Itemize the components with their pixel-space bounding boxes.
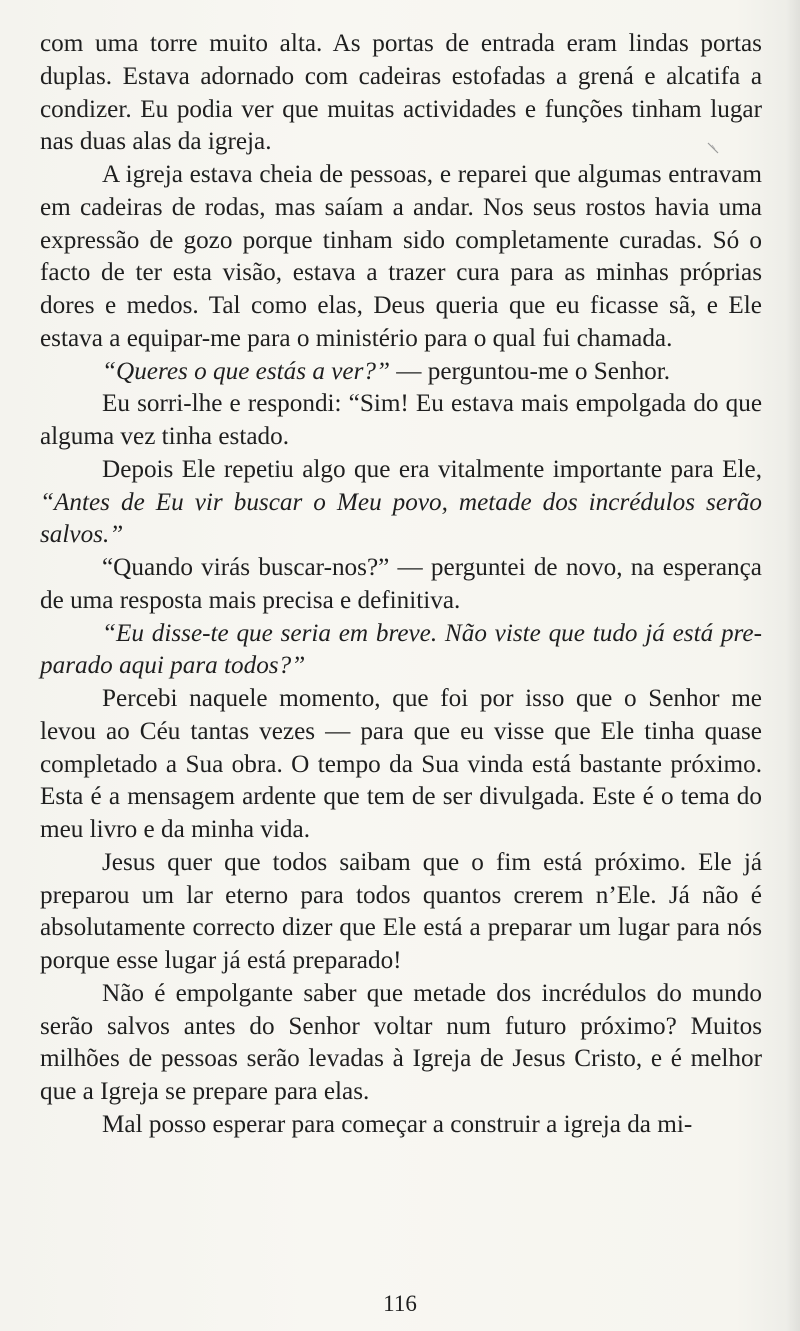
paragraph-10-text: Não é empolgante saber que metade dos incrédulos do mundo serão salvos antes do Senhor voltar num futuro próximo? Muitos milhões de pessoas serão levadas à Igreja de Jesus Cristo, e é melhor que a Igreja se prepare para elas. bbox=[40, 979, 762, 1105]
paragraph-1 bbox=[40, 28, 762, 159]
paragraph-5-text: Depois Ele repetiu algo que era vitalmente importante para Ele, bbox=[102, 455, 762, 483]
paragraph-2-text: A igreja estava cheia de pessoas, e reparei que algumas entravam em cadeiras de rodas, mas saíam a andar. Nos seus rostos havia uma expressão de gozo porque tinham sido completamente curadas. Só o facto de ter esta visão, estava a trazer cura para as minhas próprias dores e medos. Tal como elas, Deus queria que eu ficasse sã, e Ele estava a equipar-me para o ministério para o qual fui chamada. bbox=[40, 161, 762, 352]
paragraph-2 bbox=[40, 159, 762, 356]
paragraph-5 bbox=[40, 454, 762, 552]
paragraph-11-text: Mal posso esperar para começar a construir a igreja da mi- bbox=[102, 1110, 693, 1138]
paragraph-1-text: com uma torre muito alta. As portas de entrada eram lindas portas duplas. Estava adornado com cadeiras estofadas a grená e alcatifa a condizer. Eu podia ver que muitas actividades e funções tinham lugar nas duas alas da igreja. bbox=[40, 30, 762, 156]
paragraph-4-text: Eu sorri-lhe e respondi: “Sim! Eu estava mais empolgada do que alguma vez tinha estado. bbox=[40, 390, 762, 450]
paragraph-11 bbox=[40, 1109, 762, 1142]
paragraph-4 bbox=[40, 388, 762, 454]
paragraph-9-text: Jesus quer que todos saibam que o fim está próximo. Ele já preparou um lar eterno para todos quantos crerem n’Ele. Já não é absolutamente correcto dizer que Ele está a preparar um lugar para nós porque esse lugar já está preparado! bbox=[40, 848, 762, 974]
page-edge-shadow bbox=[786, 0, 800, 1331]
paragraph-9 bbox=[40, 847, 762, 978]
paragraph-5-quote: “Antes de Eu vir buscar o Meu povo, metade dos incrédulos serão salvos.” bbox=[40, 488, 762, 549]
paragraph-7 bbox=[40, 618, 762, 684]
paragraph-3-text: — perguntou-me o Senhor. bbox=[390, 357, 671, 385]
paragraph-8 bbox=[40, 683, 762, 847]
page-number: 116 bbox=[383, 1291, 417, 1316]
paragraph-10 bbox=[40, 978, 762, 1109]
body-text bbox=[40, 28, 762, 1142]
paragraph-3-quote: “Queres o que estás a ver?” bbox=[102, 357, 390, 385]
paragraph-8-text: Percebi naquele momento, que foi por isso que o Senhor me levou ao Céu tantas vezes — para que eu visse que Ele tinha quase completado a Sua obra. O tempo da Sua vinda está bastante próximo. Esta é a mensagem ardente que tem de ser divulgada. Este é o tema do meu livro e da minha vida. bbox=[40, 685, 762, 843]
paragraph-6-text: “Quando virás buscar-nos?” — perguntei de novo, na esperança de uma resposta mais precisa e definitiva. bbox=[40, 554, 762, 614]
paragraph-3 bbox=[40, 356, 762, 389]
paragraph-7-quote: “Eu disse-te que seria em breve. Não viste que tudo já está preparado aqui para todos?” bbox=[40, 619, 762, 680]
paragraph-6 bbox=[40, 552, 762, 618]
